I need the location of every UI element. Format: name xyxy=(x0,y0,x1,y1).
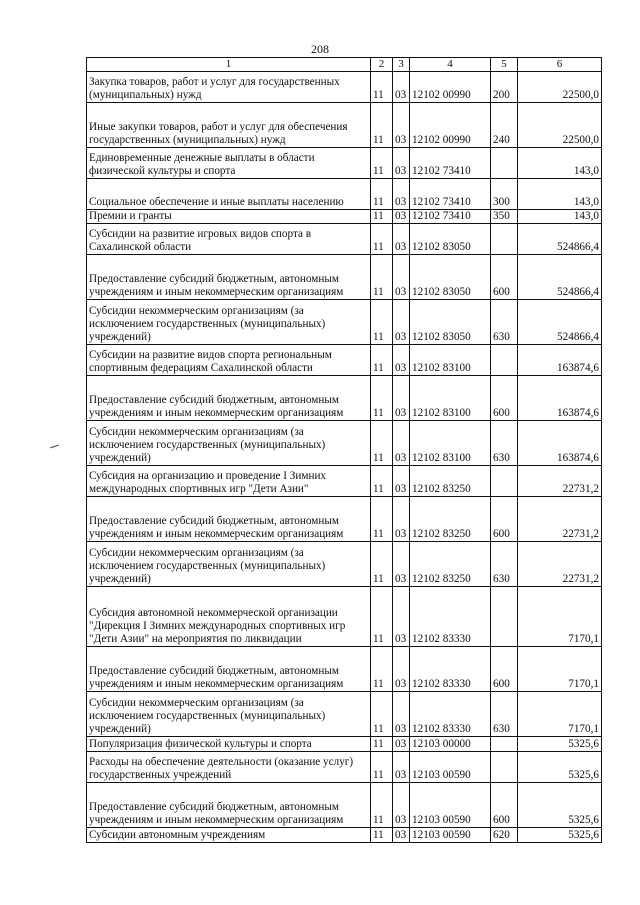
row-target-code: 12102 83100 xyxy=(410,376,491,421)
table-row xyxy=(87,300,602,345)
table-row xyxy=(87,752,602,783)
table-body xyxy=(87,72,602,843)
row-amount: 163874,6 xyxy=(518,345,602,376)
table-row xyxy=(87,587,602,647)
row-target-code: 12103 00000 xyxy=(410,737,491,752)
row-name: Премии и гранты xyxy=(87,210,371,224)
row-amount: 163874,6 xyxy=(518,421,602,466)
row-target-code: 12102 83250 xyxy=(410,466,491,497)
row-subsection: 03 xyxy=(393,421,410,466)
row-expense-type xyxy=(491,224,518,255)
row-subsection: 03 xyxy=(393,345,410,376)
row-amount: 143,0 xyxy=(518,179,602,210)
row-name: Популяризация физической культуры и спорта xyxy=(87,737,371,752)
row-target-code: 12103 00590 xyxy=(410,783,491,828)
row-target-code: 12102 83330 xyxy=(410,692,491,737)
row-subsection: 03 xyxy=(393,542,410,587)
header-col-6: 6 xyxy=(518,58,602,72)
table-row xyxy=(87,421,602,466)
row-section: 11 xyxy=(371,255,393,300)
page-number: 208 xyxy=(311,42,329,56)
row-name: Субсидии некоммерческим организациям (за исключением государственных (муниципальных) учреждений) xyxy=(87,542,371,587)
table-row xyxy=(87,210,602,224)
row-section: 11 xyxy=(371,828,393,843)
budget-table xyxy=(86,57,602,843)
row-amount: 5325,6 xyxy=(518,737,602,752)
row-section: 11 xyxy=(371,345,393,376)
row-expense-type: 600 xyxy=(491,497,518,542)
row-section: 11 xyxy=(371,421,393,466)
row-amount: 7170,1 xyxy=(518,692,602,737)
row-subsection: 03 xyxy=(393,692,410,737)
row-amount: 524866,4 xyxy=(518,255,602,300)
row-expense-type: 350 xyxy=(491,210,518,224)
row-expense-type xyxy=(491,345,518,376)
row-name: Предоставление субсидий бюджетным, автономным учреждениям и иным некоммерческим организациям xyxy=(87,255,371,300)
row-target-code: 12102 83050 xyxy=(410,255,491,300)
row-name: Субсидии некоммерческим организациям (за исключением государственных (муниципальных) учреждений) xyxy=(87,300,371,345)
row-name: Закупка товаров, работ и услуг для государственных (муниципальных) нужд xyxy=(87,72,371,103)
header-col-1: 1 xyxy=(87,58,371,72)
table-row xyxy=(87,255,602,300)
row-expense-type: 630 xyxy=(491,421,518,466)
row-section: 11 xyxy=(371,72,393,103)
table-row xyxy=(87,179,602,210)
row-amount: 22500,0 xyxy=(518,72,602,103)
row-subsection: 03 xyxy=(393,497,410,542)
row-amount: 22731,2 xyxy=(518,466,602,497)
row-section: 11 xyxy=(371,210,393,224)
row-expense-type xyxy=(491,737,518,752)
row-subsection: 03 xyxy=(393,376,410,421)
row-subsection: 03 xyxy=(393,210,410,224)
table-row xyxy=(87,692,602,737)
row-target-code: 12102 73410 xyxy=(410,179,491,210)
row-section: 11 xyxy=(371,148,393,179)
row-subsection: 03 xyxy=(393,72,410,103)
row-subsection: 03 xyxy=(393,647,410,692)
row-subsection: 03 xyxy=(393,103,410,148)
table-row xyxy=(87,376,602,421)
header-col-5: 5 xyxy=(491,58,518,72)
table-header-row xyxy=(87,58,602,72)
table-row xyxy=(87,148,602,179)
row-amount: 143,0 xyxy=(518,148,602,179)
row-name: Единовременные денежные выплаты в области физической культуры и спорта xyxy=(87,148,371,179)
row-section: 11 xyxy=(371,179,393,210)
row-expense-type xyxy=(491,752,518,783)
row-amount: 524866,4 xyxy=(518,300,602,345)
row-expense-type: 630 xyxy=(491,692,518,737)
row-subsection: 03 xyxy=(393,737,410,752)
row-name: Субсидии некоммерческим организациям (за исключением государственных (муниципальных) учреждений) xyxy=(87,421,371,466)
table-row xyxy=(87,72,602,103)
row-amount: 524866,4 xyxy=(518,224,602,255)
row-target-code: 12102 83330 xyxy=(410,647,491,692)
table-row xyxy=(87,783,602,828)
row-amount: 5325,6 xyxy=(518,828,602,843)
header-col-2: 2 xyxy=(371,58,393,72)
row-section: 11 xyxy=(371,647,393,692)
row-section: 11 xyxy=(371,692,393,737)
row-amount: 163874,6 xyxy=(518,376,602,421)
row-section: 11 xyxy=(371,300,393,345)
header-col-3: 3 xyxy=(393,58,410,72)
row-subsection: 03 xyxy=(393,783,410,828)
row-amount: 7170,1 xyxy=(518,587,602,647)
table-row xyxy=(87,737,602,752)
row-name: Субсидии некоммерческим организациям (за исключением государственных (муниципальных) учреждений) xyxy=(87,692,371,737)
row-subsection: 03 xyxy=(393,466,410,497)
row-subsection: 03 xyxy=(393,828,410,843)
row-target-code: 12103 00590 xyxy=(410,752,491,783)
row-subsection: 03 xyxy=(393,255,410,300)
row-name: Предоставление субсидий бюджетным, автономным учреждениям и иным некоммерческим организациям xyxy=(87,376,371,421)
row-subsection: 03 xyxy=(393,148,410,179)
row-name: Субсидии автономным учреждениям xyxy=(87,828,371,843)
row-subsection: 03 xyxy=(393,300,410,345)
row-target-code: 12102 83050 xyxy=(410,300,491,345)
table-row xyxy=(87,224,602,255)
row-section: 11 xyxy=(371,224,393,255)
row-section: 11 xyxy=(371,542,393,587)
row-section: 11 xyxy=(371,737,393,752)
row-subsection: 03 xyxy=(393,224,410,255)
row-amount: 5325,6 xyxy=(518,752,602,783)
table-row xyxy=(87,466,602,497)
row-amount: 7170,1 xyxy=(518,647,602,692)
row-amount: 22731,2 xyxy=(518,497,602,542)
row-expense-type: 200 xyxy=(491,72,518,103)
row-expense-type: 630 xyxy=(491,542,518,587)
row-expense-type: 620 xyxy=(491,828,518,843)
table-row xyxy=(87,828,602,843)
row-subsection: 03 xyxy=(393,179,410,210)
row-name: Расходы на обеспечение деятельности (оказание услуг) государственных учреждений xyxy=(87,752,371,783)
row-target-code: 12102 73410 xyxy=(410,148,491,179)
row-expense-type xyxy=(491,587,518,647)
row-section: 11 xyxy=(371,752,393,783)
row-expense-type: 300 xyxy=(491,179,518,210)
row-target-code: 12102 83330 xyxy=(410,587,491,647)
row-name: Предоставление субсидий бюджетным, автономным учреждениям и иным некоммерческим организациям xyxy=(87,783,371,828)
row-amount: 5325,6 xyxy=(518,783,602,828)
row-name: Социальное обеспечение и иные выплаты населению xyxy=(87,179,371,210)
row-name: Предоставление субсидий бюджетным, автономным учреждениям и иным некоммерческим организациям xyxy=(87,647,371,692)
row-expense-type: 600 xyxy=(491,376,518,421)
header-col-4: 4 xyxy=(410,58,491,72)
row-section: 11 xyxy=(371,587,393,647)
row-expense-type: 630 xyxy=(491,300,518,345)
row-section: 11 xyxy=(371,466,393,497)
row-target-code: 12102 73410 xyxy=(410,210,491,224)
row-amount: 143,0 xyxy=(518,210,602,224)
row-target-code: 12102 00990 xyxy=(410,72,491,103)
row-subsection: 03 xyxy=(393,752,410,783)
row-target-code: 12102 83100 xyxy=(410,421,491,466)
row-expense-type xyxy=(491,466,518,497)
row-target-code: 12102 83100 xyxy=(410,345,491,376)
stray-pen-mark xyxy=(50,445,59,449)
row-name: Субсидия автономной некоммерческой организации "Дирекция I Зимних международных спортивных игр "Дети Азии" на мероприятия по ликвидации xyxy=(87,587,371,647)
row-name: Субсидии на развитие видов спорта региональным спортивным федерациям Сахалинской области xyxy=(87,345,371,376)
row-target-code: 12102 00990 xyxy=(410,103,491,148)
row-target-code: 12102 83250 xyxy=(410,542,491,587)
row-name: Субсидии на развитие игровых видов спорта в Сахалинской области xyxy=(87,224,371,255)
table-row xyxy=(87,345,602,376)
table-row xyxy=(87,647,602,692)
row-name: Субсидия на организацию и проведение I Зимних международных спортивных игр "Дети Азии" xyxy=(87,466,371,497)
row-section: 11 xyxy=(371,103,393,148)
row-name: Иные закупки товаров, работ и услуг для обеспечения государственных (муниципальных) нужд xyxy=(87,103,371,148)
row-expense-type: 600 xyxy=(491,783,518,828)
row-expense-type: 600 xyxy=(491,255,518,300)
table-row xyxy=(87,497,602,542)
row-section: 11 xyxy=(371,376,393,421)
row-subsection: 03 xyxy=(393,587,410,647)
row-amount: 22500,0 xyxy=(518,103,602,148)
table-row xyxy=(87,542,602,587)
row-target-code: 12103 00590 xyxy=(410,828,491,843)
row-amount: 22731,2 xyxy=(518,542,602,587)
row-expense-type: 600 xyxy=(491,647,518,692)
row-section: 11 xyxy=(371,783,393,828)
row-expense-type: 240 xyxy=(491,103,518,148)
row-target-code: 12102 83250 xyxy=(410,497,491,542)
table-row xyxy=(87,103,602,148)
row-name: Предоставление субсидий бюджетным, автономным учреждениям и иным некоммерческим организациям xyxy=(87,497,371,542)
row-expense-type xyxy=(491,148,518,179)
row-target-code: 12102 83050 xyxy=(410,224,491,255)
row-section: 11 xyxy=(371,497,393,542)
